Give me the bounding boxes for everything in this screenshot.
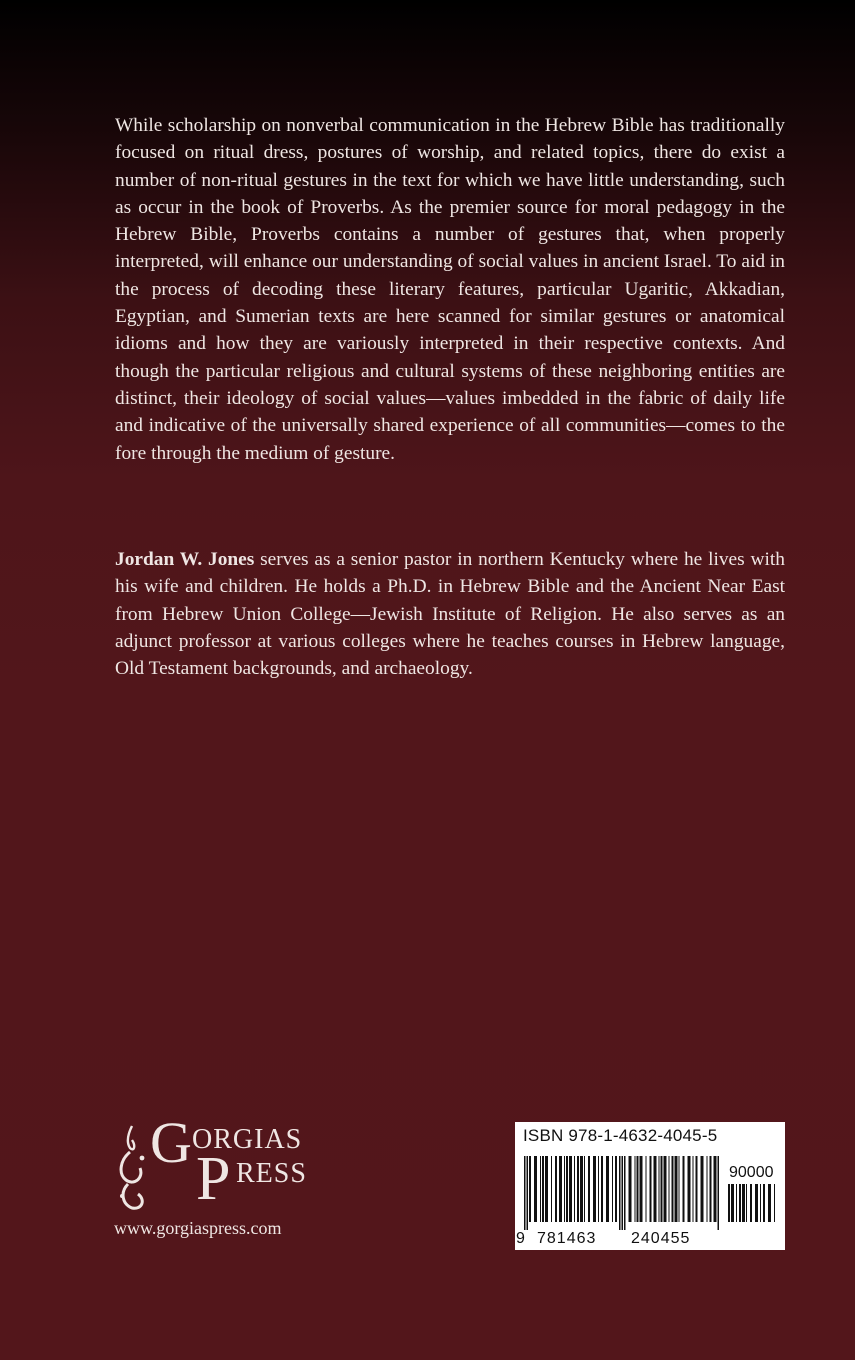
barcode-bar	[768, 1184, 771, 1222]
barcode-bar	[577, 1156, 579, 1222]
barcode-bar	[593, 1156, 596, 1222]
barcode-bar	[669, 1156, 670, 1222]
barcode-bars	[523, 1156, 721, 1230]
barcode-bar	[728, 1184, 730, 1222]
barcode-bar	[559, 1156, 562, 1222]
barcode-bar	[650, 1156, 652, 1222]
barcode-bar	[569, 1156, 572, 1222]
barcode-bar	[774, 1184, 775, 1222]
barcode-digits-left: 781463	[537, 1230, 597, 1247]
barcode-bar	[718, 1156, 720, 1230]
barcode-bar	[664, 1156, 667, 1222]
barcode-bar	[646, 1156, 647, 1222]
barcode-bar	[545, 1156, 548, 1222]
logo-word-ress: RESS	[236, 1158, 307, 1189]
barcode-bar	[683, 1156, 685, 1222]
barcode-bar	[624, 1156, 626, 1230]
logo-letter-g: G	[150, 1110, 192, 1175]
barcode-bar	[731, 1184, 734, 1222]
barcode-bar	[701, 1156, 704, 1222]
barcode-bar	[566, 1156, 568, 1222]
barcode-bar	[679, 1156, 680, 1222]
barcode-bar	[696, 1156, 698, 1222]
barcode-bar	[675, 1156, 678, 1222]
barcode-bar	[635, 1156, 636, 1222]
barcode-bar	[622, 1156, 624, 1230]
isbn-barcode	[515, 1122, 785, 1250]
barcode-digits-right: 240455	[631, 1230, 691, 1247]
author-name: Jordan W. Jones	[115, 549, 255, 570]
barcode-bar	[707, 1156, 708, 1222]
barcode-bar	[540, 1156, 541, 1222]
barcode-bar	[584, 1156, 585, 1222]
barcode-bar	[736, 1184, 737, 1222]
barcode-bar	[755, 1184, 758, 1222]
barcode-bar	[555, 1156, 557, 1222]
barcode-bar	[542, 1156, 544, 1222]
barcode-bar	[672, 1156, 674, 1222]
publisher-url: www.gorgiaspress.com	[114, 1218, 282, 1238]
barcode-bar	[524, 1156, 526, 1230]
barcode-bar	[580, 1156, 583, 1222]
barcode-bar	[659, 1156, 660, 1222]
barcode-bar	[688, 1156, 691, 1222]
logo-letter-p: P	[196, 1145, 231, 1213]
barcode-digit-lead: 9	[516, 1230, 525, 1247]
barcode-bar	[661, 1156, 663, 1222]
barcode-bar	[574, 1156, 575, 1222]
barcode-bar	[529, 1156, 531, 1222]
barcode-bar	[760, 1184, 761, 1222]
barcode-bar	[534, 1156, 537, 1222]
barcode-bar	[710, 1156, 712, 1222]
barcode-bar	[551, 1156, 552, 1222]
publisher-mark-icon	[112, 1122, 152, 1214]
barcode-bar	[637, 1156, 639, 1222]
barcode-addon-bars	[727, 1184, 779, 1230]
barcode-bar	[527, 1156, 529, 1230]
barcode-bar	[763, 1184, 765, 1222]
barcode-bar	[742, 1184, 745, 1222]
barcode-bar	[598, 1156, 599, 1222]
barcode-bar	[693, 1156, 694, 1222]
author-bio	[115, 546, 785, 682]
barcode-bar	[640, 1156, 643, 1222]
barcode-bar	[629, 1156, 632, 1222]
barcode-bar	[615, 1156, 617, 1222]
barcode-bar	[654, 1156, 657, 1222]
barcode-bar	[739, 1184, 741, 1222]
barcode-bar	[606, 1156, 609, 1222]
barcode-addon-price: 90000	[729, 1164, 774, 1181]
barcode-bar	[612, 1156, 613, 1222]
book-description: While scholarship on nonverbal communication in the Hebrew Bible has traditionally focused on ritual dress, postures of worship, and related topics, there do exist a number of non-ritual gestures in the text for which we have little understanding, such as occur in the book of Proverbs. As the premier source for moral pedagogy in the Hebrew Bible, Proverbs contains a number of gestures that, when properly interpreted, will enhance our understanding of social values in ancient Israel. To aid in the process of decoding these literary features, particular Ugaritic, Akkadian, Egyptian, and Sumerian texts are here scanned for similar gestures or anatomical idioms and how they are variously interpreted in their respective contexts. And though the particular religious and cultural systems of these neighboring entities are distinct, their ideology of social values—values imbedded in the fabric of daily life and indicative of the universally shared experience of all communities—comes to the fore through the medium of gesture.	[115, 115, 785, 464]
logo-word-orgias: ORGIAS	[192, 1124, 303, 1155]
barcode-bar	[750, 1184, 752, 1222]
barcode-bar	[619, 1156, 621, 1230]
barcode-bar	[588, 1156, 590, 1222]
author-bio-text: serves as a senior pastor in northern Kentucky where he lives with his wife and children. He holds a Ph.D. in Hebrew Bible and the Ancient Near East from Hebrew Union College—Jewish Institute of Religion. He also serves as an adjunct professor at various colleges where he teaches courses in Hebrew language, Old Testament backgrounds, and archaeology.	[115, 549, 786, 680]
barcode-bar	[714, 1156, 717, 1222]
barcode-bar	[564, 1156, 565, 1222]
barcode-bar	[746, 1184, 747, 1222]
barcode-bar	[601, 1156, 603, 1222]
isbn-number: ISBN 978-1-4632-4045-5	[523, 1126, 718, 1145]
publisher-logo	[112, 1110, 332, 1248]
